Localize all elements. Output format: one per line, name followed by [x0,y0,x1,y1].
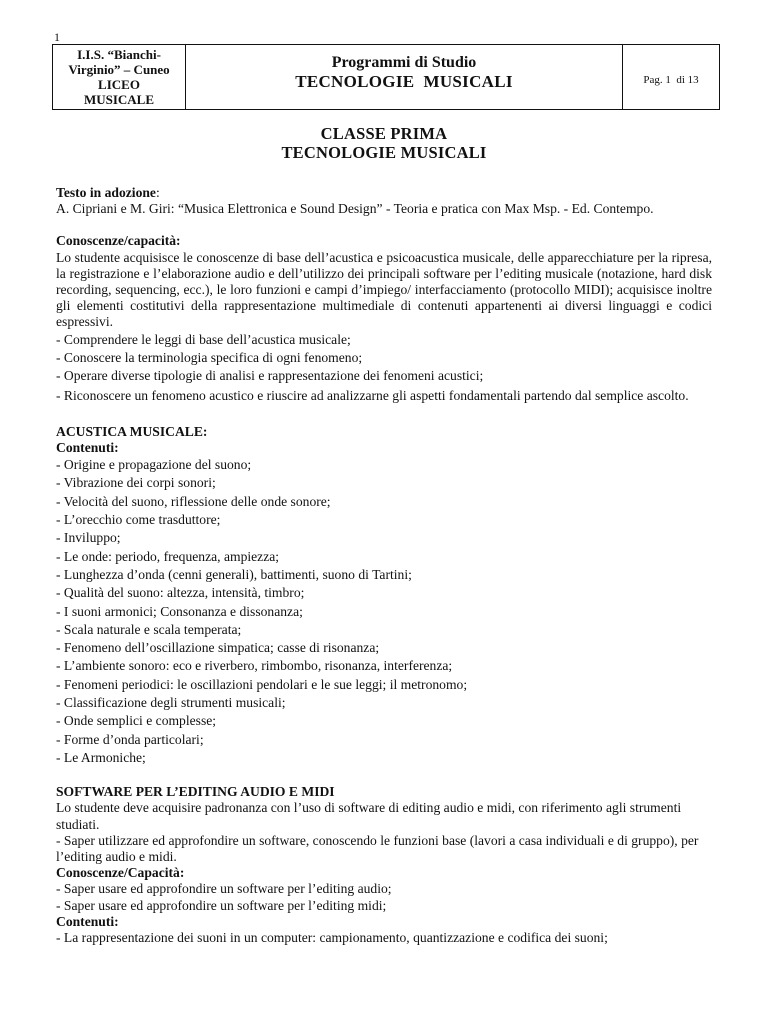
list-item: - Origine e propagazione del suono; [56,457,252,473]
knowledge-intro: Lo studente acquisisce le conoscenze di base dell’acustica e psicoacustica musicale, delle apparecchiature per la ripresa, la registrazione e l’elaborazione audio e dell’utilizzo dei principali software per l’editing musicale (notazione, hard disk recording, sequencing, ecc.), le loro funzioni e campi d’impiego/ interfacciamento (protocollo MIDI); acquisisce inoltre gli elementi costitutivi della rappresentazione multimediale di contenuti appartenenti ai diversi linguaggi e codici espressivi. [56,249,712,330]
list-item: - Fenomeno dell’oscillazione simpatica; casse di risonanza; [56,640,380,656]
list-item: - Lunghezza d’onda (cenni generali), battimenti, suono di Tartini; [56,566,412,582]
class-title-line1: CLASSE PRIMA [320,124,448,143]
textbook-text: A. Cipriani e M. Giri: “Musica Elettronica e Sound Design” - Teoria e pratica con Max Msp. - Ed. Contempo. [56,201,654,217]
list-item: - Classificazione degli strumenti musicali; [56,694,286,710]
school-line: Virginio” – Cuneo [68,62,170,77]
list-item: - Fenomeni periodici: le oscillazioni pendolari e le sue leggi; il metronomo; [56,676,468,692]
header-title [186,45,623,109]
list-item: - Conoscere la terminologia specifica di ogni fenomeno; [56,349,363,365]
school-name [53,45,186,109]
class-title [56,124,712,162]
list-item: - I suoni armonici; Consonanza e dissonanza; [56,603,303,619]
program-title: Programmi di Studio [331,54,477,71]
textbook-label-line [56,185,712,201]
list-item: - Le onde: periodo, frequenza, ampiezza; [56,548,280,564]
page-info: Pag. 1 di 13 [643,74,699,86]
document-body [56,124,712,946]
textbook-label: Testo in adozione [56,185,156,200]
school-line: MUSICALE [83,92,155,107]
software-intro: Lo studente deve acquisire padronanza con l’uso di software di editing audio e midi, con riferimento agli strumenti studiati. [56,800,682,832]
list-item: - L’ambiente sonoro: eco e riverbero, rimbombo, risonanza, interferenza; [56,658,453,674]
school-line: LICEO [98,77,140,92]
list-item: - Vibrazione dei corpi sonori; [56,475,216,491]
list-item: - Inviluppo; [56,530,121,546]
acoustics-list [56,456,712,767]
acoustics-subheading: Contenuti: [56,439,119,455]
software-skills-heading: Conoscenze/Capacità: [56,865,185,881]
list-item: - Forme d’onda particolari; [56,731,204,747]
list-item: - Scala naturale e scala temperata; [56,621,242,637]
list-item: - Riconoscere un fenomeno acustico e riuscire ad analizzarne gli aspetti fondamentali partendo dal semplice ascolto. [56,387,689,403]
list-item: - Velocità del suono, riflessione delle onde sonore; [56,493,331,509]
software-heading: SOFTWARE PER L’EDITING AUDIO E MIDI [56,784,335,800]
document-header [52,44,720,110]
list-item: - Saper usare ed approfondire un software per l’editing midi; [56,897,387,913]
acoustics-heading: ACUSTICA MUSICALE: [56,423,208,439]
list-item: - Le Armoniche; [56,749,146,765]
list-item: - Qualità del suono: altezza, intensità, timbro; [56,585,305,601]
list-item: - La rappresentazione dei suoni in un computer: campionamento, quantizzazione e codifica dei suoni; [56,930,608,945]
subject-title: TECNOLOGIE MUSICALI [295,72,513,91]
list-item: - Onde semplici e complesse; [56,713,217,729]
page-number: 1 [54,30,60,44]
knowledge-heading: Conoscenze/capacità: [56,233,181,249]
software-intro-2: - Saper utilizzare ed approfondire un software, conoscendo le funzioni base (lavori a casa individuali e di gruppo), per l’editing audio e midi. [56,832,699,864]
list-item: - L’orecchio come trasduttore; [56,512,221,528]
software-contents-heading: Contenuti: [56,913,119,929]
class-title-line2: TECNOLOGIE MUSICALI [281,143,487,162]
textbook-label-colon: : [155,185,160,200]
list-item: - Comprendere le leggi di base dell’acustica musicale; [56,331,351,347]
list-item: - Saper usare ed approfondire un software per l’editing audio; [56,881,392,897]
school-line: I.I.S. “Bianchi- [77,47,161,62]
list-item: - Operare diverse tipologie di analisi e rappresentazione dei fenomeni acustici; [56,368,484,384]
